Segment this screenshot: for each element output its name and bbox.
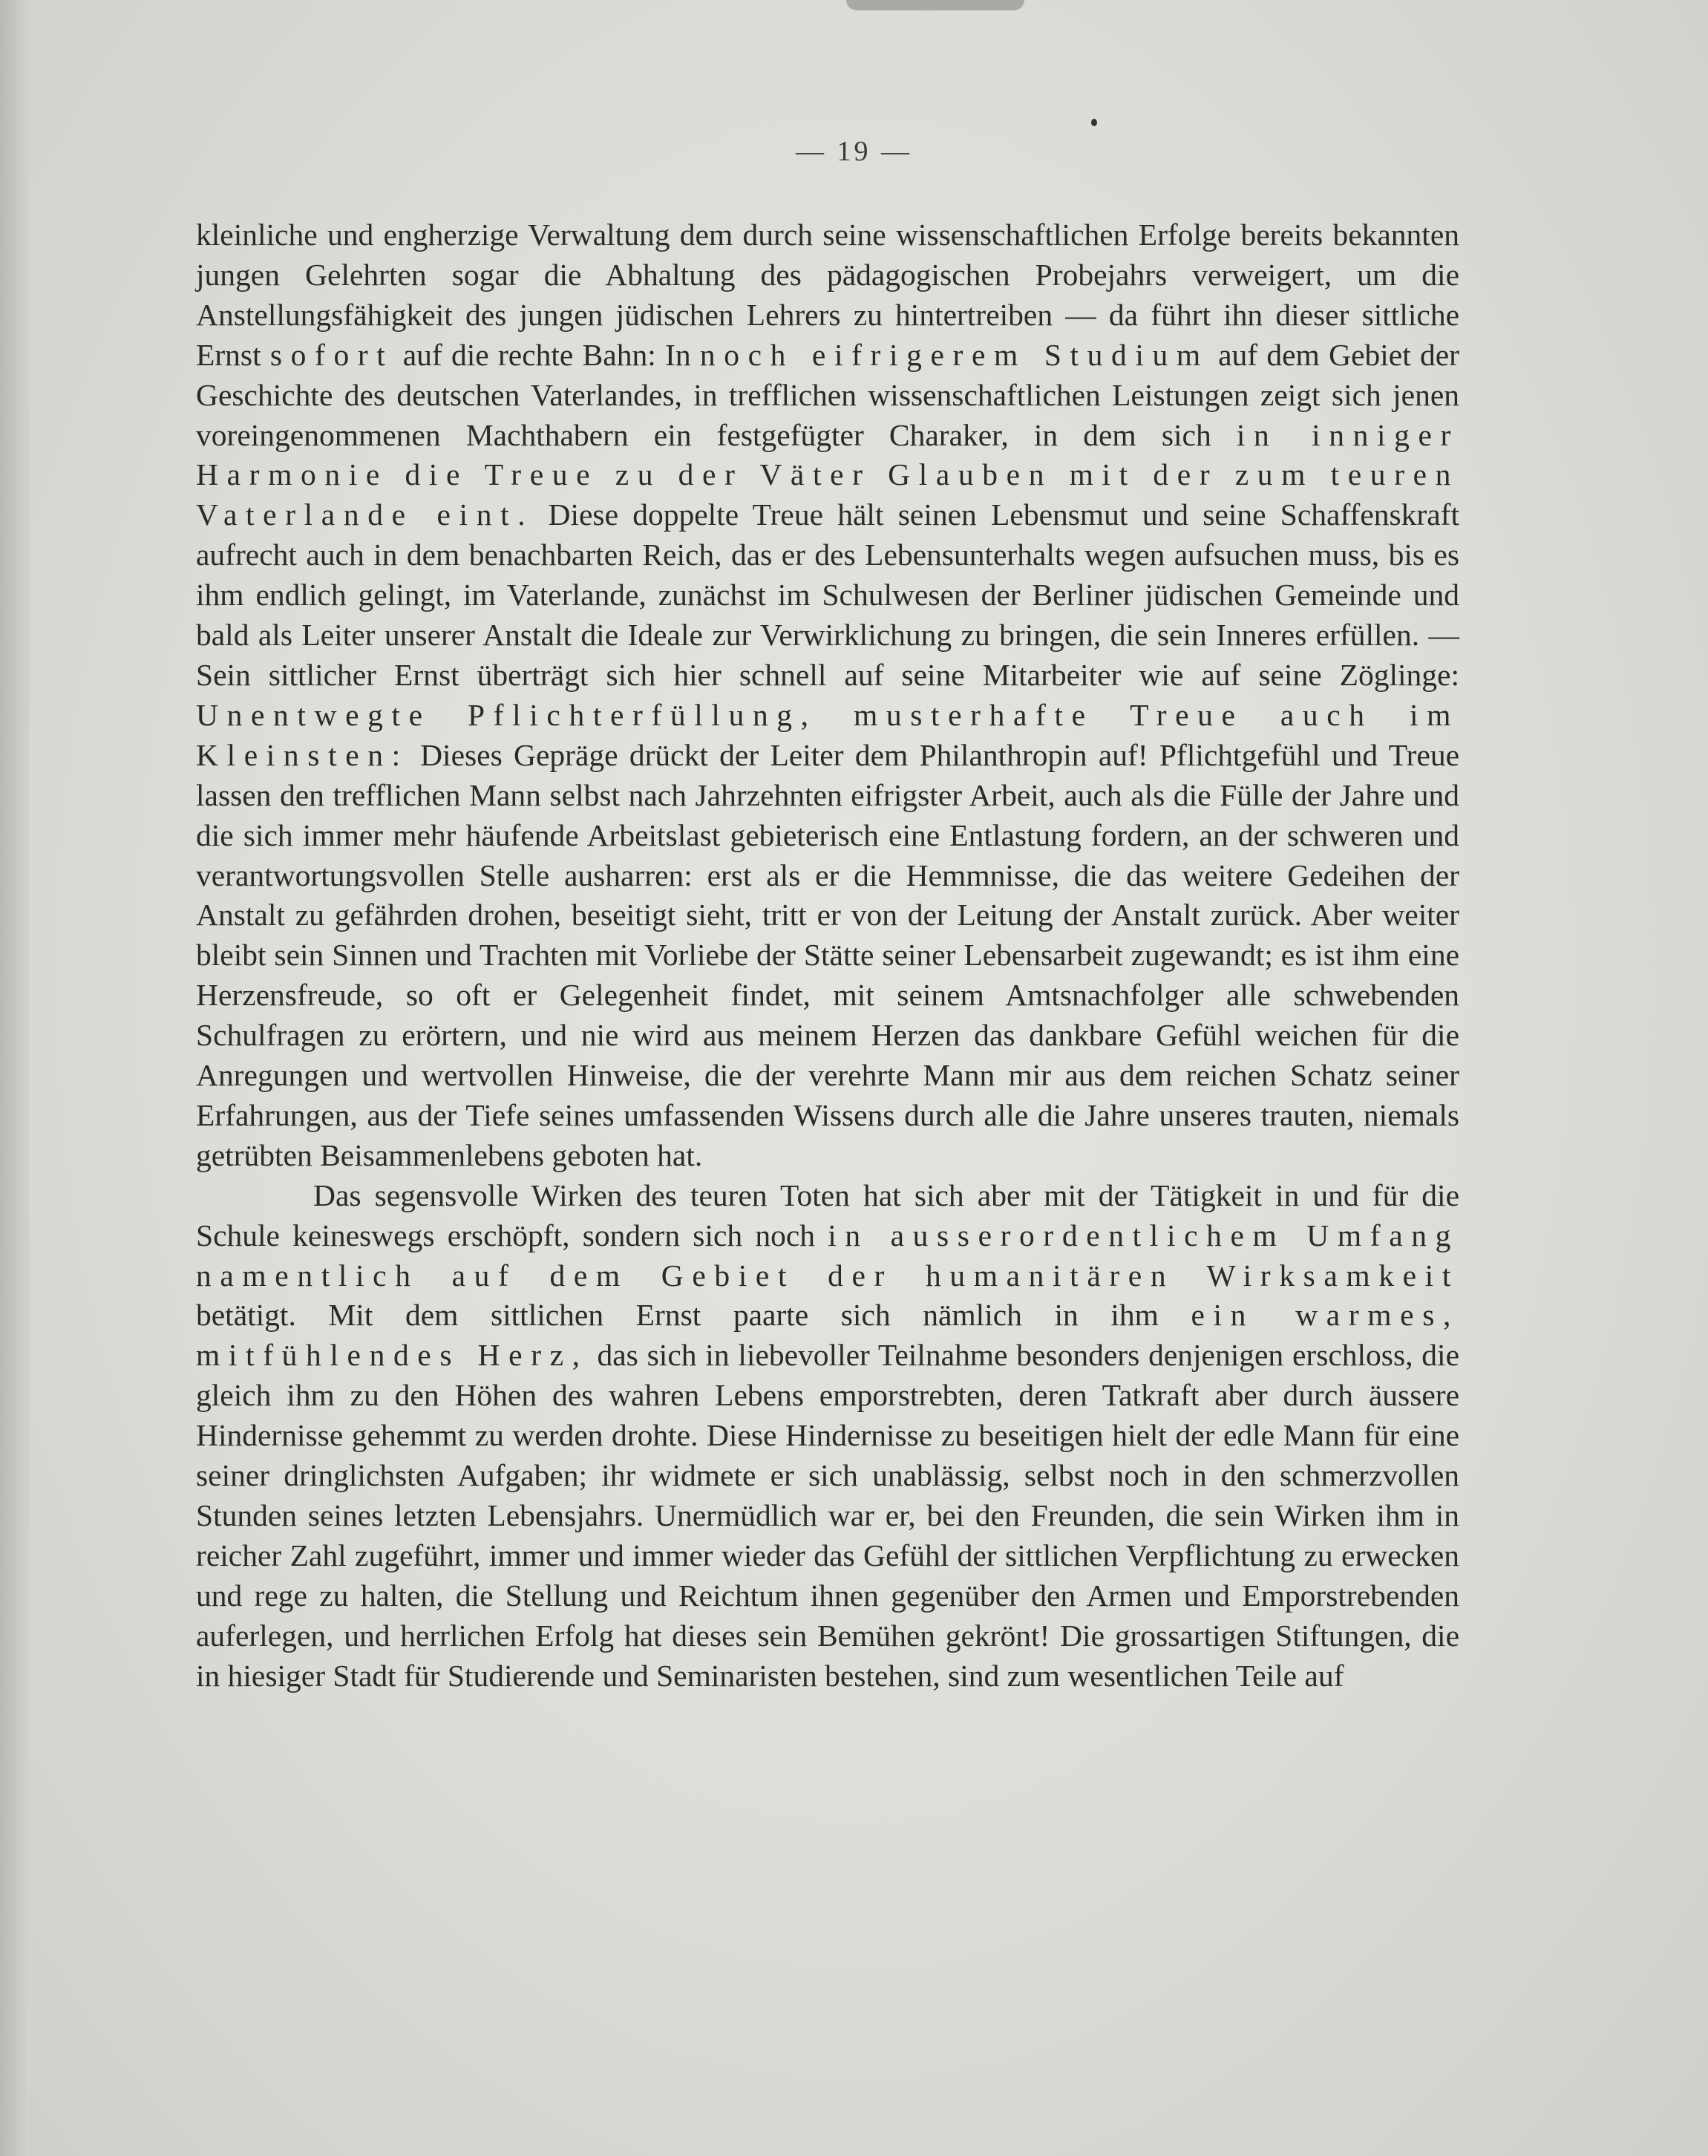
text-run: auf dem Gebiet der Geschichte des deutschen Vaterlandes, in trefflichen wissenschaftlichen Leistungen zeigt sich jenen voreingenommenen Machthabern ein festgefügter Charaker, in dem sich (196, 337, 1459, 452)
scan-artifact (846, 0, 1024, 10)
text-run: das sich in liebevoller Teilnahme besonders denjenigen erschloss, die gleich ihm zu den Höhen des wahren Lebens emporstrebten, deren Tatkraft aber durch äussere Hindernisse gehemmt zu werden drohte. Diese Hindernisse zu beseitigen hielt der edle Mann für eine seiner dringlichsten Aufgaben; ihr widmete er sich unablässig, selbst noch in den schmerzvollen Stunden seines letzten Lebensjahrs. Unermüdlich war er, bei den Freunden, die sein Wirken ihm in reicher Zahl zugeführt, immer und immer wieder das Gefühl der sittlichen Verpflichtung zu erwecken und rege zu halten, die Stellung und Reichtum ihnen gegenüber den Armen und Emporstrebenden auferlegen, und herrlichen Erfolg hat dieses sein Bemühen gekrönt! Die grossartigen Stiftungen, die in hiesiger Stadt für Studierende und Seminaristen bestehen, sind zum wesentlichen Teile auf (196, 1338, 1459, 1693)
spaced-emphasis: sofort (269, 337, 394, 372)
text-run: kleinliche und engherzige Verwaltung dem durch seine wissenschaftlichen Erfolge bereits bekannten jungen Gelehrten sogar die Abhaltung des pädagogischen Probejahrs verweigert, um die Anstellungsfähigkeit des jungen jüdischen Lehrers zu hintertreiben — da führt ihn dieser sittliche Ernst (196, 218, 1459, 372)
page-number: — 19 — (796, 136, 912, 167)
ink-speck (1091, 119, 1097, 126)
body-text (196, 215, 1459, 1696)
spaced-emphasis: noch eifrigerem Studium (699, 337, 1209, 372)
spaced-emphasis: ein warmes, mitfühlendes Herz, (196, 1298, 1459, 1373)
text-run: Dieses Gepräge drückt der Leiter dem Philanthropin auf! Pflichtgefühl und Treue lassen den trefflichen Mann selbst nach Jahrzehnten eifrigster Arbeit, auch als die Fülle der Jahre und die sich immer mehr häufende Arbeitslast gebieterisch eine Entlastung fordern, an der schweren und verantwortungsvollen Stelle ausharren: erst als er die Hemmnisse, die das weitere Gedeihen der Anstalt zu gefährden drohen, beseitigt sieht, tritt er von der Leitung der Anstalt zurück. Aber weiter bleibt sein Sinnen und Trachten mit Vorliebe der Stätte seiner Lebensarbeit zugewandt; es ist ihm eine Herzensfreude, so oft er Gelegenheit findet, mit seinem Amtsnachfolger alle schwebenden Schulfragen zu erörtern, und nie wird aus meinem Herzen das dankbare Gefühl weichen für die Anregungen und wertvollen Hinweise, die der verehrte Mann mir aus dem reichen Schatz seiner Erfahrungen, aus der Tiefe seines umfassenden Wissens durch alle die Jahre unseres trauten, niemals getrübten Beisammenlebens geboten hat. (196, 737, 1459, 1172)
page-edge-shadow (0, 0, 30, 2156)
text-run: Das segensvolle Wirken des teuren Toten hat sich aber mit der Tätigkeit in und für die Schule keineswegs erschöpft, sondern sich noch (196, 1177, 1459, 1252)
spaced-emphasis: in inniger Harmonie die Treue zu der Väter Glauben mit der zum teuren Vaterlande eint. (196, 417, 1459, 532)
text-run: Diese doppelte Treue hält seinen Lebensmut und seine Schaffenskraft aufrecht auch in dem benachbarten Reich, das er des Lebensunterhalts wegen aufsuchen muss, bis es ihm endlich gelingt, im Vaterlande, zunächst im Schulwesen der Berliner jüdischen Gemeinde und bald als Leiter unserer Anstalt die Ideale zur Verwirklichung zu bringen, die sein Inneres erfüllen. — Sein sittlicher Ernst überträgt sich hier schnell auf seine Mitarbeiter wie auf seine Zöglinge: (196, 497, 1459, 692)
text-run: auf die rechte Bahn: In (393, 337, 700, 372)
spaced-emphasis: in ausserordentlichem Umfang namentlich auf dem Gebiet der humanitären Wirksamkeit (196, 1218, 1459, 1293)
paragraph-1 (196, 215, 1459, 1176)
text-run: betätigt. Mit dem sittlichen Ernst paarte sich nämlich in ihm (196, 1298, 1191, 1333)
spaced-emphasis: Unentwegte Pflichterfüllung, musterhafte Treue auch im Kleinsten: (196, 697, 1459, 772)
paragraph-2 (196, 1176, 1459, 1696)
